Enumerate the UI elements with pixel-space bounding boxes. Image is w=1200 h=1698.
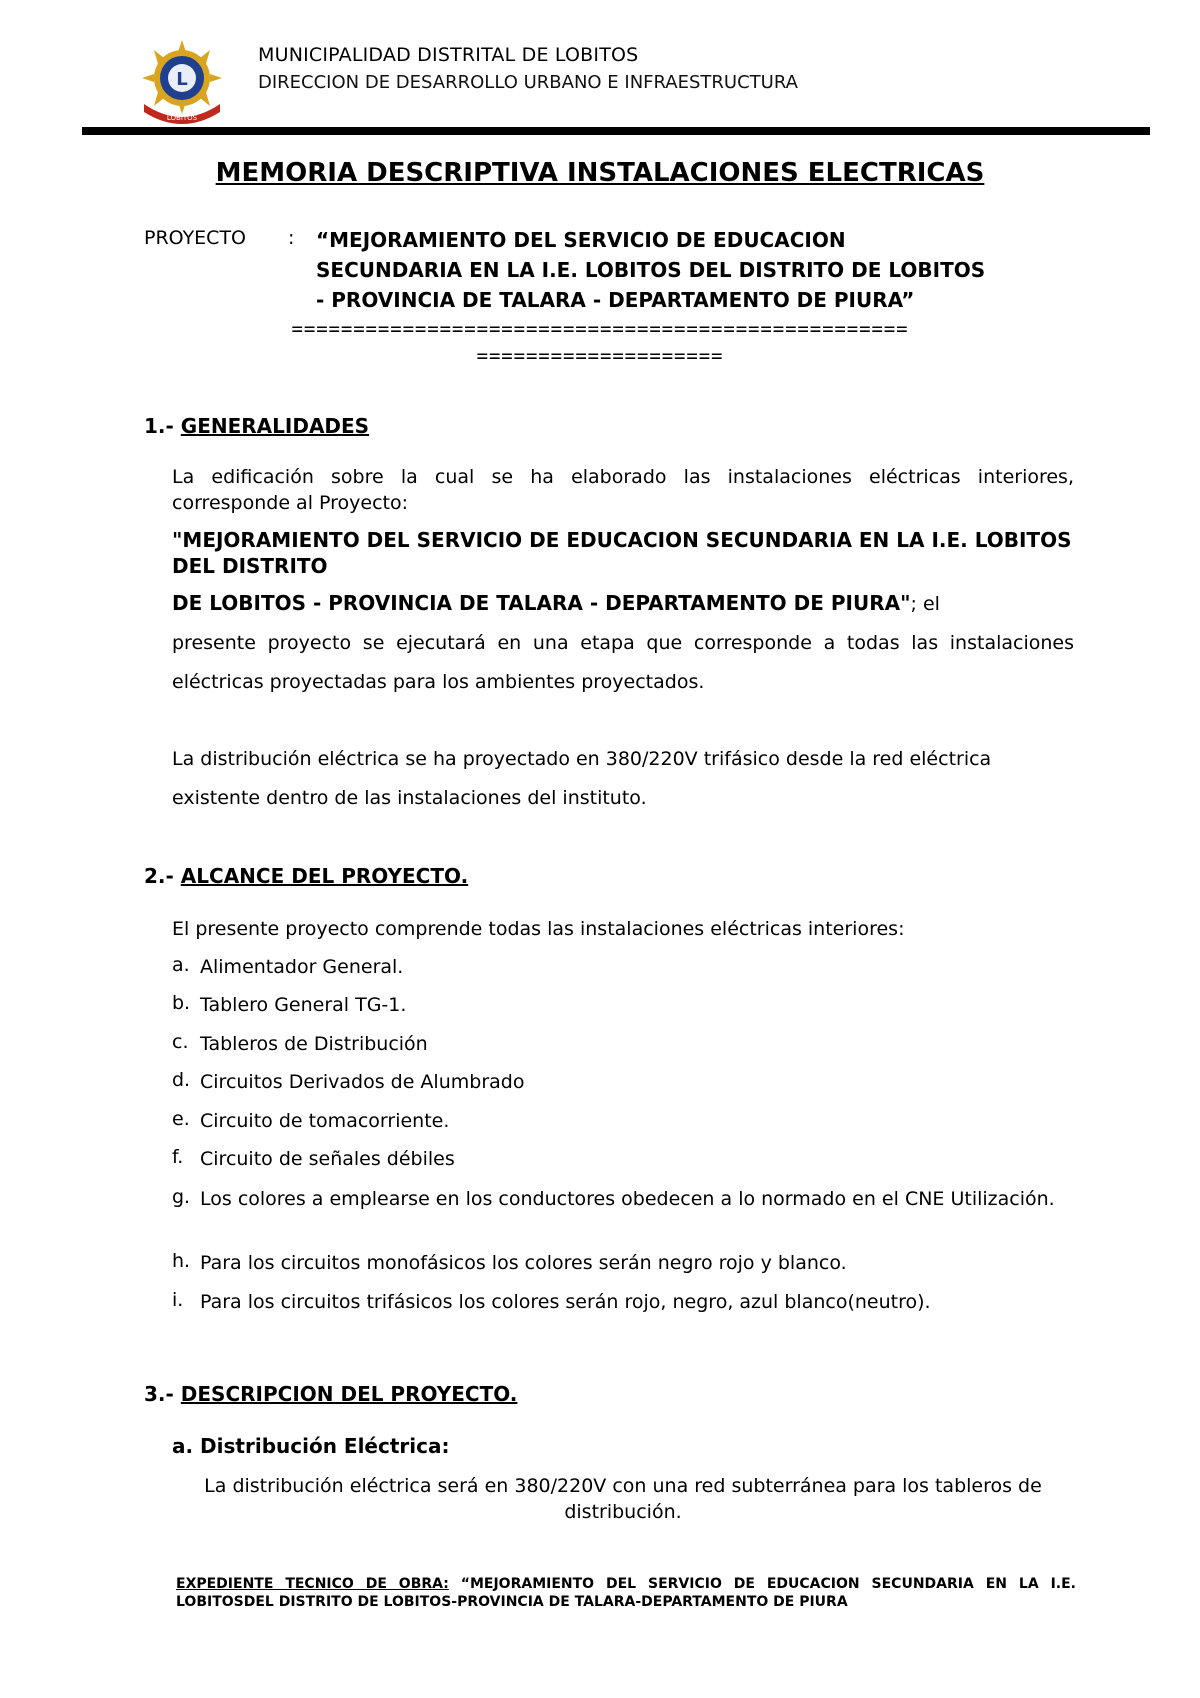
project-name — [316, 225, 1116, 315]
section1-paragraph-2 — [172, 584, 1074, 702]
page-footer — [176, 1575, 1076, 1611]
project-line: - PROVINCIA DE TALARA - DEPARTAMENTO DE PIURA” — [316, 288, 915, 312]
separator-line: ================================================== — [291, 318, 909, 340]
list-marker: g. — [172, 1186, 191, 1208]
section-title: GENERALIDADES — [180, 414, 370, 438]
section-number: 2.- — [144, 864, 174, 888]
paragraph-tail: ; el — [910, 593, 940, 615]
footer-lead: EXPEDIENTE TECNICO DE OBRA: — [176, 1576, 449, 1592]
section-number: 3.- — [144, 1382, 174, 1406]
list-marker: e. — [172, 1108, 190, 1130]
list-text: Para los circuitos trifásicos los colores serán rojo, negro, azul blanco(neutro). — [200, 1291, 931, 1313]
list-item — [172, 1250, 1060, 1276]
paragraph-rest: presente proyecto se ejecutará en una etapa que corresponde a todas las instalaciones eléctricas proyectadas para los ambientes proyectados. — [172, 632, 1074, 693]
project-name-bold-tail: DE LOBITOS - PROVINCIA DE TALARA - DEPARTAMENTO DE PIURA" — [172, 591, 911, 615]
document-title: MEMORIA DESCRIPTIVA INSTALACIONES ELECTRICAS — [215, 158, 985, 188]
svg-text:L: L — [176, 69, 188, 90]
list-item — [172, 1108, 1060, 1134]
list-text: Los colores a emplearse en los conductores obedecen a lo normado en el CNE Utilización. — [200, 1188, 1055, 1210]
list-text: Circuitos Derivados de Alumbrado — [200, 1071, 525, 1093]
section-heading-descripcion — [144, 1382, 517, 1406]
section1-paragraph: La edificación sobre la cual se ha elaborado las instalaciones eléctricas interiores, corresponde al Proyecto: — [172, 466, 1074, 514]
project-line: SECUNDARIA EN LA I.E. LOBITOS DEL DISTRITO DE LOBITOS — [316, 258, 986, 282]
list-item — [172, 1146, 1060, 1172]
section-heading-alcance — [144, 864, 468, 888]
institution-name: MUNICIPALIDAD DISTRITAL DE LOBITOS — [258, 44, 639, 66]
section-title: DESCRIPCION DEL PROYECTO. — [180, 1382, 518, 1406]
coat-of-arms-icon — [134, 38, 230, 126]
footer-text: “MEJORAMIENTO DEL SERVICIO DE EDUCACION SECUNDARIA EN LA I.E. LOBITOSDEL DISTRITO DE LOBITOS-PROVINCIA DE TALARA-DEPARTAMENTO DE PIURA — [176, 1576, 1076, 1610]
list-marker: a. — [172, 954, 190, 976]
section1-paragraph-3: La distribución eléctrica se ha proyectado en 380/220V trifásico desde la red eléctrica existente dentro de las instalaciones del instituto. — [172, 748, 992, 809]
section-heading-generalidades — [144, 414, 369, 438]
project-name-bold: "MEJORAMIENTO DEL SERVICIO DE EDUCACION SECUNDARIA EN LA I.E. LOBITOS DEL DISTRITO — [172, 528, 1072, 578]
list-item — [172, 1031, 1060, 1057]
header-divider — [82, 127, 1150, 135]
list-marker: b. — [172, 992, 191, 1014]
list-marker: f. — [172, 1146, 184, 1168]
list-item — [172, 1069, 1060, 1095]
section2-intro: El presente proyecto comprende todas las instalaciones eléctricas interiores: — [172, 918, 905, 940]
section-title: ALCANCE DEL PROYECTO. — [180, 864, 469, 888]
subsection-paragraph: La distribución eléctrica será en 380/220V con una red subterránea para los tableros de distribución. — [204, 1475, 1042, 1523]
list-item — [172, 992, 1060, 1018]
section-number: 1.- — [144, 414, 174, 438]
list-marker: i. — [172, 1289, 184, 1311]
list-marker: h. — [172, 1250, 191, 1272]
municipal-logo — [134, 38, 230, 126]
department-name: DIRECCION DE DESARROLLO URBANO E INFRAESTRUCTURA — [258, 72, 798, 93]
list-text: Circuito de tomacorriente. — [200, 1110, 450, 1132]
logo-ribbon-text: LOBITOS — [166, 114, 198, 122]
list-text: Tablero General TG-1. — [200, 994, 407, 1016]
list-text: Tableros de Distribución — [200, 1033, 428, 1055]
separator-line: ==================== — [476, 345, 724, 367]
list-item — [172, 1289, 1060, 1315]
list-marker: d. — [172, 1069, 191, 1091]
list-text: Alimentador General. — [200, 956, 404, 978]
list-marker: c. — [172, 1031, 189, 1053]
list-text: Circuito de señales débiles — [200, 1148, 455, 1170]
list-item — [172, 954, 1060, 980]
project-label: PROYECTO — [144, 227, 247, 249]
list-item — [172, 1186, 1060, 1212]
subsection-heading: a. Distribución Eléctrica: — [172, 1434, 450, 1458]
list-text: Para los circuitos monofásicos los colores serán negro rojo y blanco. — [200, 1252, 847, 1274]
project-colon: : — [288, 227, 295, 249]
project-line: “MEJORAMIENTO DEL SERVICIO DE EDUCACION — [316, 228, 846, 252]
